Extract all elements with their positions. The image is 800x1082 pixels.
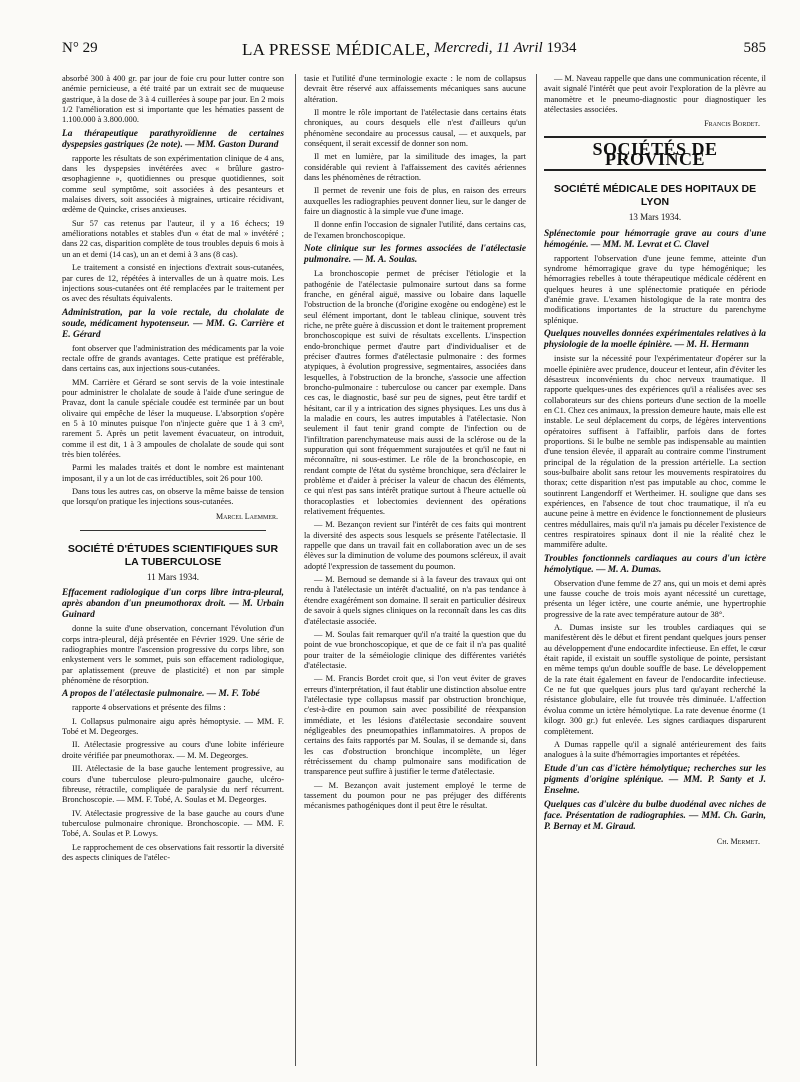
column-rule <box>295 74 296 1066</box>
article-heading: Splénectomie pour hémorragie grave au cours d'une hémogénie. — MM. M. Levrat et C. Clavel <box>544 228 766 250</box>
paragraph: absorbé 300 à 400 gr. par jour de foie cru pour lutter contre son anémie pernicieuse, a été traité par un extrait sec de muqueuse gastrique, à la dose de 3 à 4 cuillerées à soupe par jour. En 2 mois 1/2 l'amélioration est si importante que les hématies passent de 1.100.000 à 3.800.000. <box>62 74 284 125</box>
paragraph: insiste sur la nécessité pour l'expérimentateur d'opérer sur la moelle épinière avec prudence, douceur et lenteur, afin d'éviter les désastreux inconvénients du choc nerveux traumatique. Il rapporte quelques-unes des expériences qu'il a réalisées avec ses collaborateurs sur des chiens porteurs d'une section de la moelle en C1. Chez ces animaux, la pression demeure haute, mais elle est instable. Le seul déplacement du corps, de légères interventions opératoires suffisent à l'affaiblir, parfois dans de fortes proportions. Si le bulbe ne semble pas indispensable au maintien d'une tension élevée, il apparaît au contraire comme l'instrument principal de la régulation de la pression artérielle. La section sous-bulbaire abolit sans retour les mouvements respiratoires du thorax; cette disparition n'est pas imputable au choc, comme le soutinrent Langendorff et Wertheimer. H. souligne que dans ses expériences, en l'absence de tout choc traumatique, il n'a eu aucune peine à mettre en évidence le fonctionnement de plusieurs centres médullaires, mais qu'il n'a jamais pu déceler l'existence de centres respiratoires spinaux dont il nie la réalité chez le mammifère adulte. <box>544 354 766 550</box>
session-date: 13 Mars 1934. <box>628 212 682 223</box>
paragraph: tasie et l'utilité d'une terminologie exacte : le nom de collapsus devrait être réservé aux affaissements mécaniques sans aucune altération. <box>304 74 526 104</box>
paragraph: rapporte les résultats de son expérimentation clinique de 4 ans, dans les dyspepsies invétérées avec « brûlure gastro-œsophagienne », quotidiennes ou presque quotidiennes, soit comme seul symptôme, soit associées à des pesanteurs et malaises divers, soit associées à migraines, urticaire récidivant, œdème de Quincke, crises anxieuses. <box>62 153 284 215</box>
paragraph: I. Collapsus pulmonaire aigu après hémoptysie. — MM. F. Tobé et M. Degeorges. <box>62 716 284 737</box>
paragraph: — M. Soulas fait remarquer qu'il n'a traité la question que du point de vue bronchoscopique, et que de ce fait il n'a pas qualité pour traiter de la séméiologie clinique des différentes variétés d'atélectasie. <box>304 629 526 670</box>
column-1 <box>62 74 284 866</box>
paragraph: donne la suite d'une observation, concernant l'évolution d'un corps intra-pleural, déjà présentée en Février 1929. Une série de radiographies montre l'ascension progressive du corps libre, son enkystement vers le sommet, puis son effacement radiologique, par aplatissement (preuve de plasticité) et non par simple phénomène de résorption. <box>62 624 284 686</box>
issue-date: Mercredi, 11 Avril 1934 <box>434 40 577 56</box>
paragraph: Il permet de revenir une fois de plus, en raison des erreurs auxquelles les radiographies peuvent donner lieu, sur le danger de faire un diagnostic à la simple vue d'une image. <box>304 186 526 217</box>
paragraph: font observer que l'administration des médicaments par la voie rectale offre de grands avantages. Cette pratique est préférable, dans certains cas, aux injections sous-cutanées. <box>62 343 284 374</box>
paragraph: rapporte 4 observations et présente des films : <box>72 703 226 713</box>
paragraph: — M. Naveau rappelle que dans une communication récente, il avait signalé l'intérêt que peut avoir l'exploration de la plèvre au manomètre et le pneumo-diagnostic pour diagnostiquer les atélectasies associées. <box>544 74 766 115</box>
column-3 <box>544 74 766 853</box>
issue-number: N° 29 <box>62 40 98 56</box>
paragraph: III. Atélectasie de la base gauche lentement progressive, au cours d'une tuberculose pleuro-pulmonaire gauche, ulcéro-fibreuse, rétractile, compliquée de paralysie du nerf récurrent. Bronchoscopie. — MM. F. Tobé, A. Soulas et M. Degeorges. <box>62 764 284 805</box>
section-divider <box>80 530 266 531</box>
society-title: SOCIÉTÉ D'ÉTUDES SCIENTIFIQUES SUR LA TUBERCULOSE <box>67 543 279 569</box>
journal-title: LA PRESSE MÉDICALE, <box>242 40 431 59</box>
author-signature: Ch. Mermet. <box>716 836 760 846</box>
paragraph: Sur 57 cas retenus par l'auteur, il y a 16 échecs; 19 améliorations notables et stables d'un « état de mal » invétéré ; dans 22 cas, disparition complète de tous troubles depuis 6 mois à un an et demi (14 cas), un an et demi à 3 ans (8 cas). <box>62 218 284 259</box>
paragraph: Observation d'une femme de 27 ans, qui un mois et demi après une fausse couche de trois mois ayant nécessité un curettage, présenta un léger ictère, une courte anémie, une hypertrophie progressive de la rate avec température autour de 38°. <box>544 578 766 619</box>
paragraph: Dans tous les autres cas, on observe la même baisse de tension que lorsqu'on pratique les injections sous-cutanées. <box>62 487 284 507</box>
author-signature: Marcel Laemmer. <box>215 511 278 521</box>
article-heading: Administration, par la voie rectale, du cholalate de soude, médicament hypotenseur. — MM. G. Carrière et E. Gérard <box>62 307 284 340</box>
paragraph: MM. Carrière et Gérard se sont servis de la voie intestinale pour administrer le cholalate de soude à l'aide d'une seringue de Pravaz, dont la canule spéciale coudée est terminée par un bout olivaire qui empêche de léser la muqueuse. L'absorption s'opère en 5 à 10 minutes puisque l'on n'injecte guère que 1 à 3 cm³, rarement 5. Après un petit lavement évacuateur, on introduit, comme il est dit, 1 à 3 ampoules de cholalate de soude qui sont très bien tolérées. <box>62 377 284 459</box>
paragraph: Il met en lumière, par la similitude des images, la part considérable qui revient à l'affaissement des cavités aériennes dans les phénomènes de rétraction. <box>304 152 526 183</box>
page-header <box>62 40 766 66</box>
article-columns <box>62 74 766 1074</box>
article-heading: Effacement radiologique d'un corps libre intra-pleural, après abandon d'un pneumothorax droit. — M. Urbain Guinard <box>62 588 284 621</box>
paragraph: IV. Atélectasie progressive de la base gauche au cours d'une tuberculose pulmonaire chronique. Bronchoscopie. — MM. F. Tobé, A. Soulas et P. Lowys. <box>62 808 284 839</box>
paragraph: Il montre le rôle important de l'atélectasie dans certains états chroniques, au cours desquels elle n'est d'ailleurs qu'un phénomène secondaire au processus causal, — et auxquels, par conséquent, il serait excessif de donner son nom. <box>304 108 526 149</box>
paragraph: La bronchoscopie permet de préciser l'étiologie et la pathogénie de l'atélectasie pulmonaire surtout dans sa forme franche, en général aiguë, massive ou lobaire dans laquelle l'obstruction de la bronche (d'origine exogène ou endogène) est le seul élément important, dont le tableau clinique, souvent très riche, ne prête guère à discussion et dont le traitement proprement bronchoscopique est suivi de résultats excellents. L'inspection endo-bronchique permet d'autre part d'individualiser et de préciser d'autres formes d'atélectasie pulmonaire : des formes atypiques, à évolution progressive, segmentaires, associées dans lesquelles, à l'obstruction de la bronche, s'associe une affection broncho-pulmonaire : tuberculose ou cancer par exemple. Dans ces cas, le diagnostic, basé sur peu de signes, peut être tardif et hésitant, car il y a intrication des signes physiques. Les uns dus à la maladie en cours, les autres imputables à l'atélectasie. Non seulement il faut tenir grand compte de l'infection ou de l'infiltration parenchymateuse mais aussi de la sclérose ou de la suppuration qui sont fréquemment surajoutées et qu'il ne faut ni méconnaître, ni sous-estimer. Le rôle de la bronchoscopie, en rendant compte de l'état du système bronchique, sera d'éclairer le problème et d'aider à préciser la valeur de chacun des éléments, ce qui n'est pas sans intérêt pratique surtout à l'heure actuelle où thoracoplasties et lobectomies deviennent des opérations relativement fréquentes. <box>304 269 526 517</box>
session-date: 11 Mars 1934. <box>147 572 199 583</box>
article-heading: Troubles fonctionnels cardiaques au cours d'un ictère hémolytique. — M. A. Dumas. <box>544 553 766 575</box>
author-signature: Francis Bordet. <box>704 119 760 129</box>
article-heading: La thérapeutique parathyroïdienne de certaines dyspepsies gastriques (2e note). — MM. Gaston Durand <box>62 128 284 150</box>
paragraph: Il donne enfin l'occasion de signaler l'utilité, dans certains cas, de l'examen bronchoscopique. <box>304 220 526 240</box>
paragraph: — M. Bezançon revient sur l'intérêt de ces faits qui montrent la diversité des aspects sous lesquels se présente l'atélectasie. Il rappelle que dans un travail fait en collaboration avec un de ses élèves sur la diminution de volume des poumons scléreux, il avait adopté l'expression de tassement du poumon. <box>304 520 526 571</box>
article-heading: Etude d'un cas d'ictère hémolytique; recherches sur les pigments d'origine splénique. — MM. P. Santy et J. Enselme. <box>544 763 766 796</box>
paragraph: Parmi les malades traités et dont le nombre est maintenant imposant, il y a un lot de cas irréductibles, soit 26 pour 100. <box>62 463 284 483</box>
column-rule <box>536 74 537 1066</box>
paragraph: A. Dumas insiste sur les troubles cardiaques qui se manifestèrent dès le début et firent pendant quelques jours penser au développement d'une endocardite infectieuse. En effet, le cœur était rapide, il existait un souffle systolique de pointe, persistant en même temps qu'un double souffle de base. Le développement de la rate était également en faveur de l'endocardite infectieuse. Ce ne fut que quelques jours plus tard qu'ayant recherché la résistance globulaire, elle fut trouvée très diminuée. L'affection évolua comme un ictère hémolytique. La rate devenue énorme (1 kilogr. 300 gr.) fut enlevée. Les signes cardiaques disparurent complètement. <box>544 623 766 736</box>
paragraph: — M. Bezançon avait justement employé le terme de tassement du poumon pour ne pas préjuger des différents mécanismes pathogéniques dont il peut être le résultat. <box>304 780 526 811</box>
paragraph: — M. Francis Bordet croit que, si l'on veut éviter de graves erreurs d'interprétation, il faut établir une distinction absolue entre l'atélectasie type collapsus massif par obstruction bronchique, c'est-à-dire en poumon sain avec possibilité de réexpansion immédiate, et les lésions d'atélectasie secondaire souvent négligeables des pneumopathies inflammatoires. A propos de certains des faits rapportés par M. Soulas, il se demande si, dans les cas d'obstruction bronchique incomplète, un léger rétrécissement du champ pulmonaire sans modification de transparence peut suffire à justifier le terme d'atélectasie. <box>304 674 526 777</box>
article-heading: A propos de l'atélectasie pulmonaire. — M. F. Tobé <box>62 689 260 700</box>
article-heading: Note clinique sur les formes associées de l'atélectasie pulmonaire. — M. A. Soulas. <box>304 244 526 266</box>
paragraph: A Dumas rappelle qu'il a signalé antérieurement des faits analogues à la suite d'hémorragies importantes et répétées. <box>544 739 766 760</box>
paragraph: Le traitement a consisté en injections d'extrait sous-cutanées, par cures de 12, répétées à intervalles de un à quatre mois. Les injections sous-cutanées ont été remplacées par le traitement per os avec des résultats équivalents. <box>62 263 284 304</box>
section-banner: SOCIÉTÉS DE PROVINCE <box>544 136 766 172</box>
paragraph: Le rapprochement de ces observations fait ressortir la diversité des aspects cliniques de l'atélec- <box>62 842 284 862</box>
page-number: 585 <box>743 40 766 56</box>
society-title: SOCIÉTÉ MÉDICALE DES HOPITAUX DE LYON <box>553 183 757 209</box>
paragraph: rapportent l'observation d'une jeune femme, atteinte d'un syndrome hémorragique grave du type hémogénique; les hémorragies rebelles à toute thérapeutique médicale cédèrent en quelques heures à une splénectomie pratiquée en période d'anémie grave. L'examen histologique de la rate montra des modifications importantes de la structure du parenchyme splénique. <box>544 253 766 325</box>
article-heading: Quelques nouvelles données expérimentales relatives à la physiologie de la moelle épinière. — M. H. Hermann <box>544 329 766 351</box>
column-2 <box>304 74 526 815</box>
paragraph: — M. Bernoud se demande si à la faveur des travaux qui ont rendu à l'atélectasie un intérêt d'actualité, on n'a pas tendance à étendre exagérément son domaine. Il serait en particulier désireux de savoir à quels signes cliniques on la reconnaît dans les cas dits d'atélectasie associée. <box>304 575 526 626</box>
article-heading: Quelques cas d'ulcère du bulbe duodénal avec niches de face. Présentation de radiographies. — MM. Ch. Garin, P. Bernay et M. Giraud. <box>544 799 766 832</box>
paragraph: II. Atélectasie progressive au cours d'une lobite inférieure droite vérifiée par pneumothorax. — M. M. Degeorges. <box>62 740 284 760</box>
